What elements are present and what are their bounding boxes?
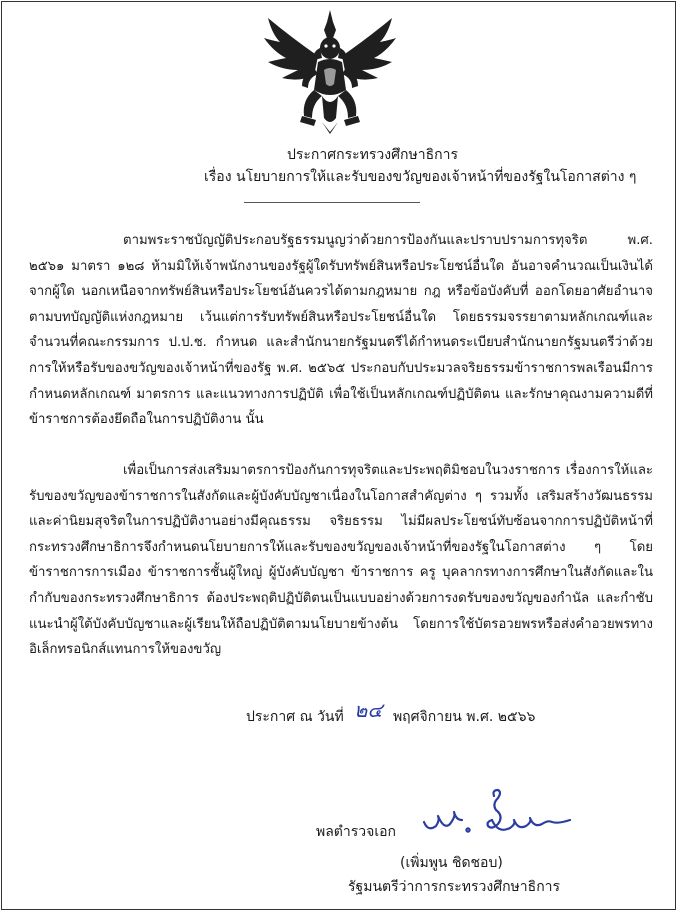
garuda-emblem-icon [262,8,398,135]
signer-position: รัฐมนตรีว่าการกระทรวงศึกษาธิการ [348,879,561,895]
signer-name: (เพิ่มพูน ชิดชอบ) [400,855,503,871]
date-line [246,698,536,726]
announcement-subject: เรื่อง นโยบายการให้และรับของขวัญของเจ้าหน้าที่ของรัฐในโอกาสต่าง ๆ [204,169,637,185]
title-divider [244,202,420,203]
page-border [1,1,676,910]
date-month-year: พฤศจิกายน พ.ศ. ๒๕๖๖ [392,709,536,725]
date-prefix: ประกาศ ณ วันที่ [246,709,344,725]
body-paragraph-1: ตามพระราชบัญญัติประกอบรัฐธรรมนูญว่าด้วยการป้องกันและปราบปรามการทุจริต พ.ศ. ๒๕๖๑ มาตรา ๑๒๘ ห้ามมิให้เจ้าพนักงานของรัฐผู้ใดรับทรัพย์สินหรือประโยชน์อื่นใด อันอาจคำนวณเป็นเงินได้จากผู้ใด นอกเหนือจากทรัพย์สินหรือประโยชน์อันควรได้ตามกฎหมาย กฎ หรือข้อบังคับที่ ออกโดยอาศัยอำนาจตามบทบัญญัติแห่งกฎหมาย เว้นแต่การรับทรัพย์สินหรือประโยชน์อื่นใด โดยธรรมจรรยาตามหลักเกณฑ์และจำนวนที่คณะกรรมการ ป.ป.ช. กำหนด และสำนักนายกรัฐมนตรีได้กำหนดระเบียบสำนักนายกรัฐมนตรีว่าด้วยการให้หรือรับของขวัญของเจ้าหน้าที่ของรัฐ พ.ศ. ๒๕๖๕ ประกอบกับประมวลจริยธรรมข้าราชการพลเรือนมีการกำหนดหลักเกณฑ์ มาตรการ และแนวทางการปฏิบัติ เพื่อใช้เป็นหลักเกณฑ์ปฏิบัติตน และรักษาคุณงามความดีที่ข้าราชการต้องยึดถือในการปฏิบัติงาน นั้น [29,233,653,428]
signer-rank: พลตำรวจเอก [316,824,397,840]
body-paragraph-2: เพื่อเป็นการส่งเสริมมาตรการป้องกันการทุจริตและประพฤติมิชอบในวงราชการ เรื่องการให้และรับของขวัญของข้าราชการในสังกัดและผู้บังคับบัญชาเนื่องในโอกาสสำคัญต่าง ๆ รวมทั้ง เสริมสร้างวัฒนธรรมและค่านิยมสุจริตในการปฏิบัติงานอย่างมีคุณธรรม จริยธรรม ไม่มีผลประโยชน์ทับซ้อนจากการปฏิบัติหน้าที่ กระทรวงศึกษาธิการจึงกำหนดนโยบายการให้และรับของขวัญของเจ้าหน้าที่ของรัฐในโอกาสต่าง ๆ โดยข้าราชการการเมือง ข้าราชการชั้นผู้ใหญ่ ผู้บังคับบัญชา ข้าราชการ ครู บุคลากรทางการศึกษาในสังกัดและในกำกับของกระทรวงศึกษาธิการ ต้องประพฤติปฏิบัติตนเป็นแบบอย่างด้วยการงดรับของขวัญของกำนัล และกำชับ แนะนำผู้ใต้บังคับบัญชาและผู้เรียนให้ถือปฏิบัติตามนโยบายข้างต้น โดยการใช้บัตรอวยพรหรือส่งคำอวยพรทางอิเล็กทรอนิกส์แทนการให้ของขวัญ [29,463,653,658]
date-day-handwritten: ๒๔ [354,698,383,722]
announcement-title: ประกาศกระทรวงศึกษาธิการ [287,147,458,163]
handwritten-signature [418,786,578,846]
